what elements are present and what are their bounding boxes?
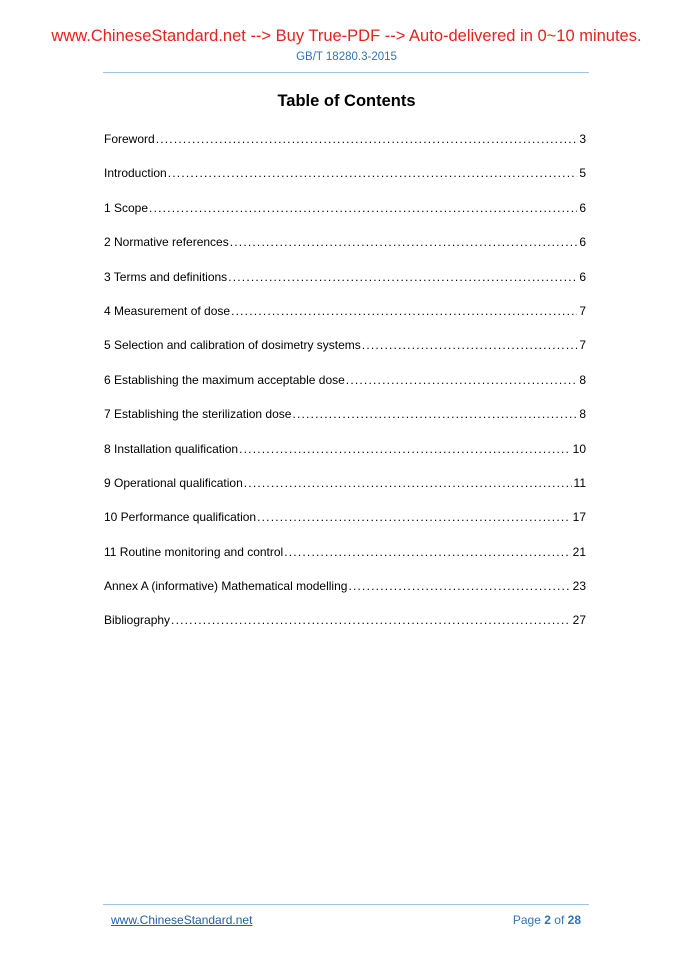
toc-title: Table of Contents — [277, 92, 416, 110]
header-divider — [103, 72, 589, 73]
toc-entry-page: 21 — [572, 544, 586, 559]
toc-entry[interactable] — [104, 337, 586, 371]
toc-dot-leader — [231, 303, 577, 319]
toc-entry-page: 10 — [572, 441, 586, 456]
toc-entry-text: 4 Measurement of dose — [104, 303, 231, 318]
toc-entry[interactable] — [104, 441, 586, 475]
toc-entry-text: 11 Routine monitoring and control — [104, 544, 284, 559]
header-banner: www.ChineseStandard.net --> Buy True-PDF --> Auto-delivered in 0~10 minutes. — [51, 27, 642, 45]
toc-dot-leader — [348, 578, 570, 594]
toc-entry-page: 8 — [579, 407, 586, 422]
toc-entry-text: Foreword — [104, 132, 155, 146]
toc-entry-page: 6 — [579, 269, 586, 284]
footer-page-number — [513, 913, 581, 927]
toc-entry[interactable] — [104, 234, 586, 268]
toc-entry[interactable] — [104, 509, 586, 543]
toc-dot-leader — [244, 475, 572, 491]
page-current: 2 — [544, 913, 551, 927]
standard-code: GB/T 18280.3-2015 — [296, 51, 397, 63]
page-label: Page — [512, 913, 541, 927]
toc-entry-page: 23 — [572, 579, 586, 594]
toc-entry-page: 27 — [572, 613, 586, 628]
toc-entry[interactable] — [104, 578, 586, 612]
toc-entry[interactable] — [104, 475, 586, 509]
toc-entry[interactable] — [104, 200, 586, 234]
toc-dot-leader — [346, 372, 578, 388]
toc-dot-leader — [230, 234, 578, 250]
toc-dot-leader — [171, 612, 571, 628]
toc-entry-text: 5 Selection and calibration of dosimetry systems — [104, 338, 361, 353]
toc-dot-leader — [257, 509, 571, 525]
toc-entry-text: Introduction — [104, 166, 167, 181]
toc-entry-page: 11 — [573, 475, 586, 490]
toc-entry-text: Bibliography — [104, 613, 171, 628]
toc-entry-page: 6 — [579, 200, 586, 215]
toc-dot-leader — [168, 165, 578, 181]
toc-entry-text: 9 Operational qualification — [104, 475, 243, 490]
toc-entry-text: 10 Performance qualification — [104, 510, 257, 525]
toc-entry-page: 7 — [579, 303, 586, 318]
footer-site-link[interactable]: www.ChineseStandard.net — [111, 913, 253, 927]
toc-entry-text: 6 Establishing the maximum acceptable dose — [104, 372, 345, 387]
toc-entry[interactable] — [104, 269, 586, 303]
toc-dot-leader — [362, 337, 578, 353]
toc-dot-leader — [149, 200, 577, 216]
toc-entry-text: 1 Scope — [104, 200, 149, 215]
toc-entry[interactable] — [104, 544, 586, 578]
toc-dot-leader — [284, 544, 570, 560]
toc-entry[interactable] — [104, 612, 586, 646]
toc-dot-leader — [239, 441, 571, 457]
toc-entry[interactable] — [104, 131, 586, 165]
toc-dot-leader — [292, 406, 577, 422]
toc-entry-text: Annex A (informative) Mathematical modelling — [104, 579, 348, 594]
toc-entry[interactable] — [104, 165, 586, 199]
toc-entry-text: 2 Normative references — [104, 235, 229, 250]
page-total: 28 — [567, 913, 581, 927]
toc-entry[interactable] — [104, 303, 586, 337]
toc-entry-text: 3 Terms and definitions — [104, 269, 228, 284]
toc-list — [104, 131, 586, 647]
toc-entry-page: 6 — [579, 235, 586, 250]
toc-dot-leader — [156, 131, 578, 147]
page-of-label: of — [554, 913, 565, 927]
toc-dot-leader — [228, 269, 577, 285]
toc-entry-page: 5 — [579, 166, 586, 181]
toc-entry-page: 7 — [579, 338, 586, 353]
toc-entry-text: 8 Installation qualification — [104, 441, 239, 456]
toc-entry-text: 7 Establishing the sterilization dose — [104, 407, 292, 422]
toc-entry[interactable] — [104, 372, 586, 406]
footer-divider — [103, 904, 589, 905]
toc-entry-page: 8 — [579, 372, 586, 387]
toc-entry-page: 3 — [579, 132, 586, 146]
toc-entry-page: 17 — [572, 510, 586, 525]
toc-entry[interactable] — [104, 406, 586, 440]
